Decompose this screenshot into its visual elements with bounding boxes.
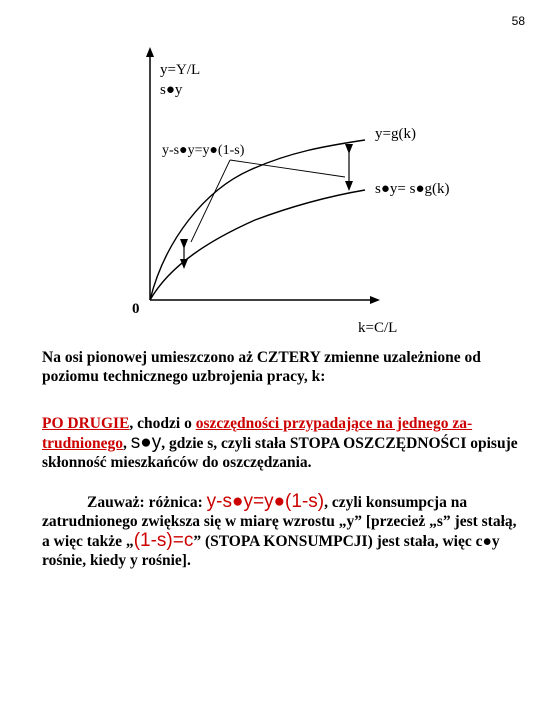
savings-comma: , [122, 435, 131, 452]
lead-po-drugie: PO DRUGIE [42, 415, 130, 432]
savings-rest: , gdzie s, czyli stała STOPA OSZCZĘDNOŚCI opisuje skłonność mieszkańców do oszczędzania. [42, 435, 518, 471]
origin-label: 0 [132, 301, 140, 317]
y-axis-label-1: y=Y/L [160, 62, 201, 78]
savings-mid: , chodzi o [129, 415, 196, 432]
consumption-suffix: ” (STOPA KONSUMPCJI) jest stała, więc c●y rośnie, kiedy y rośnie]. [42, 533, 500, 569]
lower-curve-sy [150, 190, 365, 300]
consumption-formula-2: (1-s)=c [133, 530, 194, 551]
savings-highlight: oszczędności przypadające na jednego za-trudnionego [42, 415, 473, 452]
pointer-line-left [191, 160, 230, 242]
consumption-prefix: Zauważ: różnica: [87, 494, 207, 511]
consumption-middle: , czyli konsumpcja na zatrudnionego zwiększa się w miarę wzrostu „y” [przecież „s” jest stałą, a więc także „ [42, 494, 517, 550]
paragraph-consumption [42, 492, 522, 570]
y-axis-label-2: s●y [160, 82, 183, 98]
x-axis-label: k=C/L [358, 320, 398, 336]
upper-curve-label: y=g(k) [375, 126, 416, 142]
growth-diagram [0, 0, 540, 340]
lower-curve-label: s●y= s●g(k) [375, 181, 450, 197]
paragraph-savings [42, 414, 522, 472]
savings-formula: s●y [130, 432, 162, 453]
paragraph-intro: Na osi pionowej umieszczono aż CZTERY zmienne uzależnione od poziomu technicznego uzbrojenia pracy, k: [42, 349, 481, 385]
consumption-formula-1: y-s●y=y●(1-s) [206, 491, 325, 512]
page-number: 58 [511, 14, 525, 28]
difference-label: y-s●y=y●(1-s) [162, 143, 245, 158]
pointer-line-right [230, 160, 345, 177]
